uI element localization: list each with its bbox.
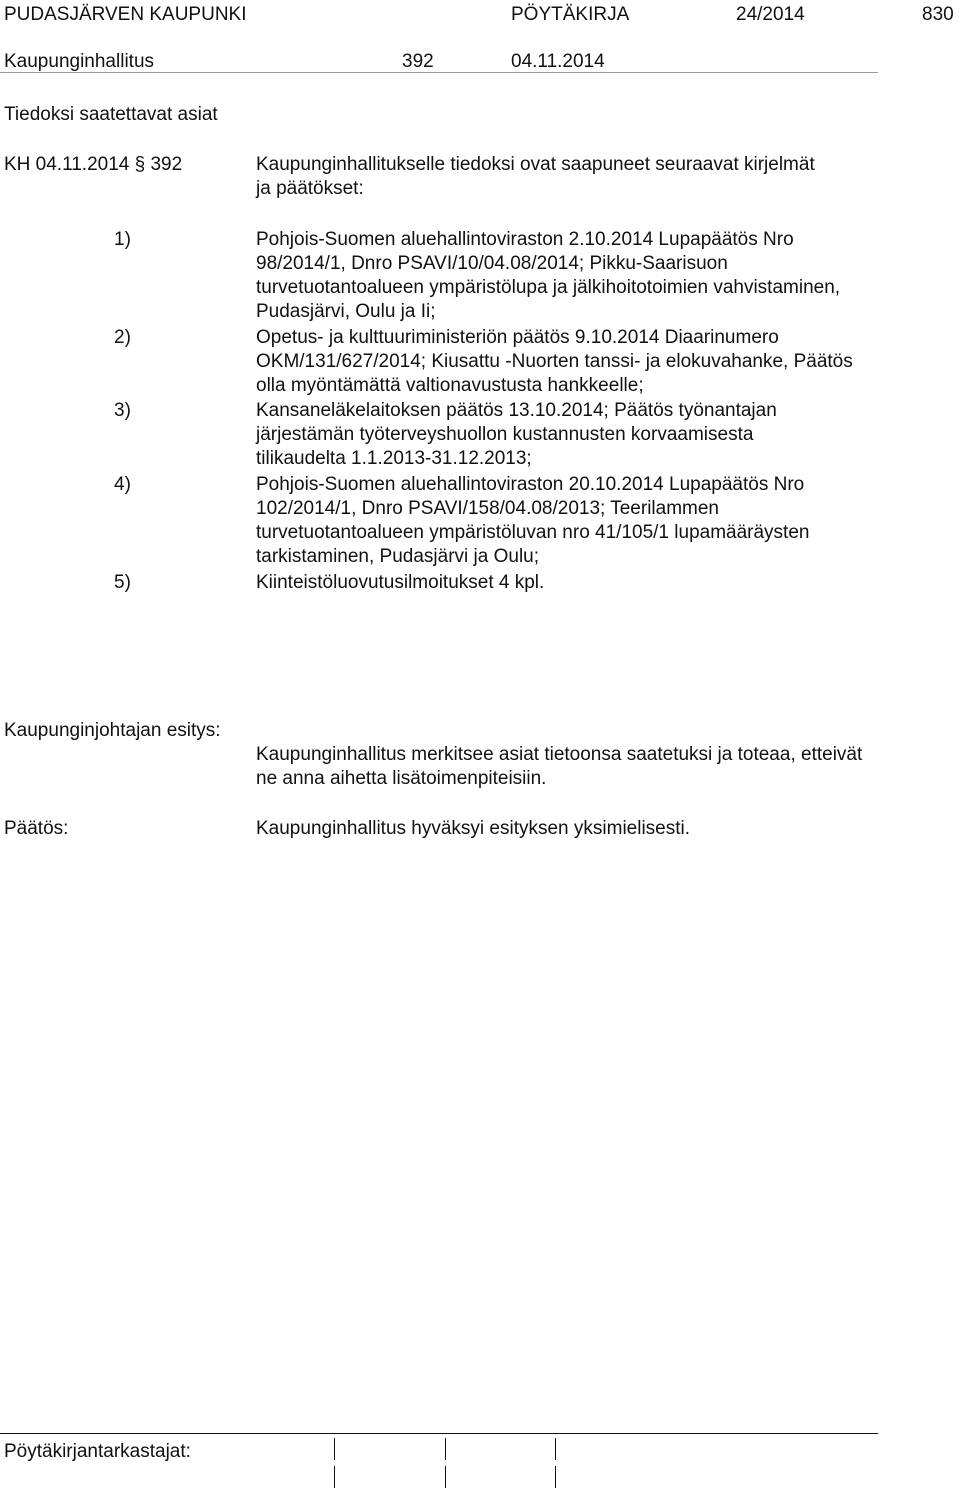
- meeting-date: 04.11.2014: [511, 51, 605, 72]
- item-text: Kansaneläkelaitoksen päätös 13.10.2014; Päätös työnantajan järjestämän työterveyshuollon kustannusten korvaamisesta tilikaudelta 1.1.2013-31.12.2013;: [256, 400, 777, 469]
- municipality-name: PUDASJÄRVEN KAUPUNKI: [4, 4, 247, 25]
- signature-line: [334, 1438, 335, 1460]
- signature-line: [555, 1466, 556, 1488]
- item-number: 3): [114, 400, 131, 421]
- header-divider: [0, 72, 878, 73]
- decision-text: Kaupunginhallitus hyväksyi esityksen yksimielisesti.: [256, 818, 691, 839]
- item-number: 1): [114, 229, 131, 250]
- item-text: Opetus- ja kulttuuriministeriön päätös 9.10.2014 Diaarinumero OKM/131/627/2014; Kiusattu -Nuorten tanssi- ja elokuvahanke, Päätös olla myöntämättä valtionavustusta hankkeelle;: [256, 327, 853, 396]
- signature-line: [445, 1466, 446, 1488]
- proposal-label: Kaupunginjohtajan esitys:: [4, 720, 221, 741]
- document-type: PÖYTÄKIRJA: [511, 4, 630, 25]
- page-number: 830: [922, 4, 954, 25]
- item-number: 4): [114, 474, 131, 495]
- reference-label: KH 04.11.2014 § 392: [4, 154, 183, 175]
- footer-divider: [0, 1433, 878, 1434]
- governing-body: Kaupunginhallitus: [4, 51, 155, 72]
- item-text: Pohjois-Suomen aluehallintoviraston 20.10.2014 Lupapäätös Nro 102/2014/1, Dnro PSAVI/158/04.08/2013; Teerilammen turvetuotantoalueen ympäristöluvan nro 41/105/1 lupamääräysten tarkistaminen, Pudasjärvi ja Oulu;: [256, 474, 810, 567]
- signature-line: [334, 1466, 335, 1488]
- decision-label: Päätös:: [4, 818, 69, 839]
- signature-line: [555, 1438, 556, 1460]
- proposal-text: Kaupunginhallitus merkitsee asiat tietoonsa saatetuksi ja toteaa, etteivät ne anna aihetta lisätoimenpiteisiin.: [256, 744, 863, 789]
- item-text: Kiinteistöluovutusilmoitukset 4 kpl.: [256, 572, 545, 593]
- item-number: 2): [114, 327, 131, 348]
- issue-number: 24/2014: [736, 4, 805, 25]
- item-number: 5): [114, 572, 131, 593]
- item-text: Pohjois-Suomen aluehallintoviraston 2.10.2014 Lupapäätös Nro 98/2014/1, Dnro PSAVI/10/04.08/2014; Pikku-Saarisuon turvetuotantoalueen ympäristölupa ja jälkihoitotoimien vahvistaminen, Pudasjärvi, Oulu ja Ii;: [256, 229, 841, 322]
- intro-text: Kaupunginhallitukselle tiedoksi ovat saapuneet seuraavat kirjelmät ja päätökset:: [256, 154, 815, 199]
- page-title: Tiedoksi saatettavat asiat: [4, 104, 218, 125]
- section-number: 392: [402, 51, 434, 72]
- signature-line: [445, 1438, 446, 1460]
- reviewers-label: Pöytäkirjantarkastajat:: [4, 1441, 191, 1462]
